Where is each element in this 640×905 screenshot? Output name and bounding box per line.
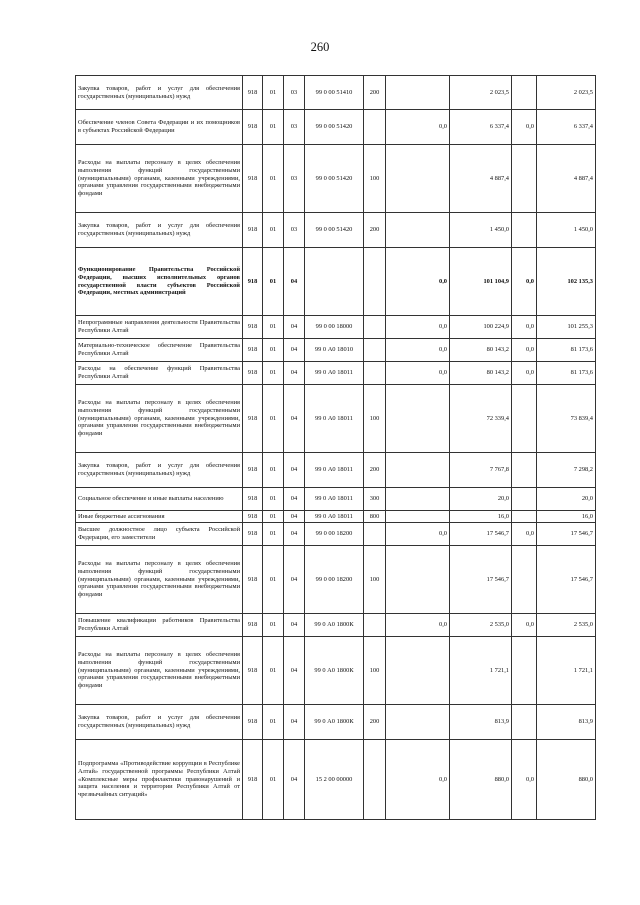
ved-code: 918 <box>243 248 263 316</box>
expense-type-code <box>364 523 386 546</box>
table-row <box>76 614 596 637</box>
budget-table <box>75 75 596 820</box>
amount-1: 0,0 <box>386 523 450 546</box>
subsection-code: 03 <box>284 110 305 145</box>
amount-2: 813,9 <box>450 705 512 740</box>
amount-1: 0,0 <box>386 614 450 637</box>
section-code: 01 <box>263 488 284 511</box>
expense-type-code: 200 <box>364 705 386 740</box>
subsection-code: 03 <box>284 76 305 110</box>
expense-type-code <box>364 316 386 339</box>
table-row <box>76 637 596 705</box>
target-article-code: 99 0 00 51420 <box>305 110 364 145</box>
section-code: 01 <box>263 145 284 213</box>
target-article-code: 99 0 00 51410 <box>305 76 364 110</box>
amount-1 <box>386 511 450 523</box>
amount-3: 0,0 <box>512 248 537 316</box>
row-name: Материально-техническое обеспечение Правительства Республики Алтай <box>76 339 243 362</box>
amount-3 <box>512 637 537 705</box>
ved-code: 918 <box>243 488 263 511</box>
amount-1: 0,0 <box>386 248 450 316</box>
amount-1 <box>386 453 450 488</box>
amount-4: 7 298,2 <box>537 453 596 488</box>
amount-1: 0,0 <box>386 110 450 145</box>
table-row <box>76 248 596 316</box>
amount-1 <box>386 546 450 614</box>
table-row <box>76 385 596 453</box>
row-name: Обеспечение членов Совета Федерации и их помощников в субъектах Российской Федерации <box>76 110 243 145</box>
section-code: 01 <box>263 110 284 145</box>
target-article-code: 99 0 00 18200 <box>305 546 364 614</box>
row-name: Расходы на обеспечение функций Правительства Республики Алтай <box>76 362 243 385</box>
amount-1: 0,0 <box>386 339 450 362</box>
amount-1: 0,0 <box>386 316 450 339</box>
page-number: 260 <box>310 40 330 54</box>
table-row <box>76 488 596 511</box>
row-name: Расходы на выплаты персоналу в целях обеспечения выполнения функций государственными (муниципальными) органами, казенными учреждениями, органами управления государственными внебюджетными фондами <box>76 546 243 614</box>
expense-type-code: 200 <box>364 453 386 488</box>
subsection-code: 04 <box>284 705 305 740</box>
amount-2: 80 143,2 <box>450 362 512 385</box>
amount-2: 4 887,4 <box>450 145 512 213</box>
target-article-code: 99 0 А0 18011 <box>305 488 364 511</box>
amount-1: 0,0 <box>386 740 450 820</box>
amount-3: 0,0 <box>512 339 537 362</box>
amount-2: 880,0 <box>450 740 512 820</box>
amount-2: 7 767,8 <box>450 453 512 488</box>
expense-type-code <box>364 110 386 145</box>
section-code: 01 <box>263 248 284 316</box>
ved-code: 918 <box>243 523 263 546</box>
section-code: 01 <box>263 453 284 488</box>
section-code: 01 <box>263 76 284 110</box>
expense-type-code: 300 <box>364 488 386 511</box>
table-row <box>76 145 596 213</box>
section-code: 01 <box>263 316 284 339</box>
ved-code: 918 <box>243 110 263 145</box>
row-name: Закупка товаров, работ и услуг для обеспечения государственных (муниципальных) нужд <box>76 213 243 248</box>
subsection-code: 04 <box>284 453 305 488</box>
ved-code: 918 <box>243 339 263 362</box>
amount-4: 81 173,6 <box>537 362 596 385</box>
amount-4: 81 173,6 <box>537 339 596 362</box>
amount-1 <box>386 145 450 213</box>
amount-3 <box>512 145 537 213</box>
expense-type-code: 100 <box>364 145 386 213</box>
row-name: Расходы на выплаты персоналу в целях обеспечения выполнения функций государственными (муниципальными) органами, казенными учреждениями, органами управления государственными внебюджетными фондами <box>76 385 243 453</box>
ved-code: 918 <box>243 385 263 453</box>
amount-4: 4 887,4 <box>537 145 596 213</box>
amount-1 <box>386 488 450 511</box>
target-article-code: 99 0 А0 18011 <box>305 362 364 385</box>
amount-2: 1 450,0 <box>450 213 512 248</box>
row-name: Непрограммные направления деятельности Правительства Республики Алтай <box>76 316 243 339</box>
amount-1 <box>386 76 450 110</box>
amount-4: 2 023,5 <box>537 76 596 110</box>
section-code: 01 <box>263 523 284 546</box>
amount-1 <box>386 385 450 453</box>
amount-3: 0,0 <box>512 740 537 820</box>
table-row <box>76 740 596 820</box>
section-code: 01 <box>263 546 284 614</box>
amount-3: 0,0 <box>512 362 537 385</box>
ved-code: 918 <box>243 511 263 523</box>
amount-4: 813,9 <box>537 705 596 740</box>
target-article-code: 15 2 00 00000 <box>305 740 364 820</box>
ved-code: 918 <box>243 213 263 248</box>
subsection-code: 04 <box>284 546 305 614</box>
row-name: Расходы на выплаты персоналу в целях обеспечения выполнения функций государственными (муниципальными) органами, казенными учреждениями, органами управления государственными внебюджетными фондами <box>76 637 243 705</box>
table-row <box>76 110 596 145</box>
ved-code: 918 <box>243 740 263 820</box>
row-name: Высшее должностное лицо субъекта Российской Федерации, его заместители <box>76 523 243 546</box>
row-name: Функционирование Правительства Российской Федерации, высших исполнительных органов государственной власти субъектов Российской Федерации, местных администраций <box>76 248 243 316</box>
subsection-code: 03 <box>284 213 305 248</box>
subsection-code: 04 <box>284 488 305 511</box>
target-article-code: 99 0 00 18000 <box>305 316 364 339</box>
section-code: 01 <box>263 213 284 248</box>
subsection-code: 04 <box>284 362 305 385</box>
amount-2: 80 143,2 <box>450 339 512 362</box>
row-name: Подпрограмма «Противодействие коррупции в Республике Алтай» государственной программы Республики Алтай «Комплексные меры профилактики правонарушений и защита населения и территории Республики Алтай от чрезвычайных ситуаций» <box>76 740 243 820</box>
subsection-code: 03 <box>284 145 305 213</box>
target-article-code: 99 0 А0 18011 <box>305 385 364 453</box>
expense-type-code: 100 <box>364 637 386 705</box>
amount-4: 73 839,4 <box>537 385 596 453</box>
section-code: 01 <box>263 637 284 705</box>
amount-3 <box>512 385 537 453</box>
amount-4: 17 546,7 <box>537 523 596 546</box>
expense-type-code <box>364 362 386 385</box>
expense-type-code: 100 <box>364 385 386 453</box>
section-code: 01 <box>263 511 284 523</box>
expense-type-code <box>364 339 386 362</box>
subsection-code: 04 <box>284 523 305 546</box>
amount-2: 16,0 <box>450 511 512 523</box>
target-article-code: 99 0 А0 18011 <box>305 453 364 488</box>
target-article-code <box>305 248 364 316</box>
amount-3: 0,0 <box>512 110 537 145</box>
row-name: Закупка товаров, работ и услуг для обеспечения государственных (муниципальных) нужд <box>76 76 243 110</box>
target-article-code: 99 0 00 51420 <box>305 145 364 213</box>
subsection-code: 04 <box>284 385 305 453</box>
row-name: Расходы на выплаты персоналу в целях обеспечения выполнения функций государственными (муниципальными) органами, казенными учреждениями, органами управления государственными внебюджетными фондами <box>76 145 243 213</box>
amount-3 <box>512 453 537 488</box>
section-code: 01 <box>263 385 284 453</box>
subsection-code: 04 <box>284 316 305 339</box>
amount-4: 20,0 <box>537 488 596 511</box>
subsection-code: 04 <box>284 637 305 705</box>
table-row <box>76 523 596 546</box>
table-row <box>76 511 596 523</box>
amount-3 <box>512 546 537 614</box>
row-name: Иные бюджетные ассигнования <box>76 511 243 523</box>
section-code: 01 <box>263 339 284 362</box>
amount-3 <box>512 213 537 248</box>
amount-4: 101 255,3 <box>537 316 596 339</box>
ved-code: 918 <box>243 362 263 385</box>
amount-3: 0,0 <box>512 316 537 339</box>
amount-3 <box>512 488 537 511</box>
ved-code: 918 <box>243 637 263 705</box>
table-row <box>76 316 596 339</box>
amount-2: 17 546,7 <box>450 546 512 614</box>
table-body <box>76 76 596 820</box>
subsection-code: 04 <box>284 740 305 820</box>
target-article-code: 99 0 А0 18011 <box>305 511 364 523</box>
target-article-code: 99 0 А0 18010 <box>305 339 364 362</box>
amount-1 <box>386 705 450 740</box>
table-row <box>76 339 596 362</box>
amount-2: 1 721,1 <box>450 637 512 705</box>
target-article-code: 99 0 00 18200 <box>305 523 364 546</box>
row-name: Повышение квалификации работников Правительства Республики Алтай <box>76 614 243 637</box>
section-code: 01 <box>263 614 284 637</box>
ved-code: 918 <box>243 453 263 488</box>
ved-code: 918 <box>243 705 263 740</box>
amount-2: 20,0 <box>450 488 512 511</box>
ved-code: 918 <box>243 546 263 614</box>
amount-3 <box>512 705 537 740</box>
target-article-code: 99 0 А0 1800К <box>305 705 364 740</box>
expense-type-code: 200 <box>364 213 386 248</box>
amount-4: 1 450,0 <box>537 213 596 248</box>
ved-code: 918 <box>243 614 263 637</box>
amount-3 <box>512 76 537 110</box>
amount-2: 6 337,4 <box>450 110 512 145</box>
subsection-code: 04 <box>284 248 305 316</box>
expense-type-code: 200 <box>364 76 386 110</box>
section-code: 01 <box>263 740 284 820</box>
target-article-code: 99 0 А0 1800К <box>305 637 364 705</box>
expense-type-code <box>364 248 386 316</box>
amount-1 <box>386 213 450 248</box>
amount-4: 1 721,1 <box>537 637 596 705</box>
section-code: 01 <box>263 362 284 385</box>
table-row <box>76 705 596 740</box>
amount-2: 2 535,0 <box>450 614 512 637</box>
ved-code: 918 <box>243 145 263 213</box>
row-name: Закупка товаров, работ и услуг для обеспечения государственных (муниципальных) нужд <box>76 453 243 488</box>
amount-2: 72 339,4 <box>450 385 512 453</box>
amount-2: 100 224,9 <box>450 316 512 339</box>
amount-2: 17 546,7 <box>450 523 512 546</box>
amount-4: 6 337,4 <box>537 110 596 145</box>
amount-4: 880,0 <box>537 740 596 820</box>
table-row <box>76 546 596 614</box>
target-article-code: 99 0 А0 1800К <box>305 614 364 637</box>
table-row <box>76 213 596 248</box>
ved-code: 918 <box>243 316 263 339</box>
amount-1 <box>386 637 450 705</box>
amount-1: 0,0 <box>386 362 450 385</box>
amount-4: 102 135,3 <box>537 248 596 316</box>
ved-code: 918 <box>243 76 263 110</box>
expense-type-code: 100 <box>364 546 386 614</box>
amount-4: 2 535,0 <box>537 614 596 637</box>
subsection-code: 04 <box>284 614 305 637</box>
subsection-code: 04 <box>284 511 305 523</box>
amount-2: 2 023,5 <box>450 76 512 110</box>
expense-type-code <box>364 740 386 820</box>
row-name: Закупка товаров, работ и услуг для обеспечения государственных (муниципальных) нужд <box>76 705 243 740</box>
row-name: Социальное обеспечение и иные выплаты населению <box>76 488 243 511</box>
table-row <box>76 76 596 110</box>
amount-3 <box>512 511 537 523</box>
section-code: 01 <box>263 705 284 740</box>
amount-4: 17 546,7 <box>537 546 596 614</box>
amount-3: 0,0 <box>512 614 537 637</box>
table-row <box>76 362 596 385</box>
amount-2: 101 104,9 <box>450 248 512 316</box>
expense-type-code <box>364 614 386 637</box>
table-row <box>76 453 596 488</box>
amount-4: 16,0 <box>537 511 596 523</box>
subsection-code: 04 <box>284 339 305 362</box>
target-article-code: 99 0 00 51420 <box>305 213 364 248</box>
expense-type-code: 800 <box>364 511 386 523</box>
amount-3: 0,0 <box>512 523 537 546</box>
